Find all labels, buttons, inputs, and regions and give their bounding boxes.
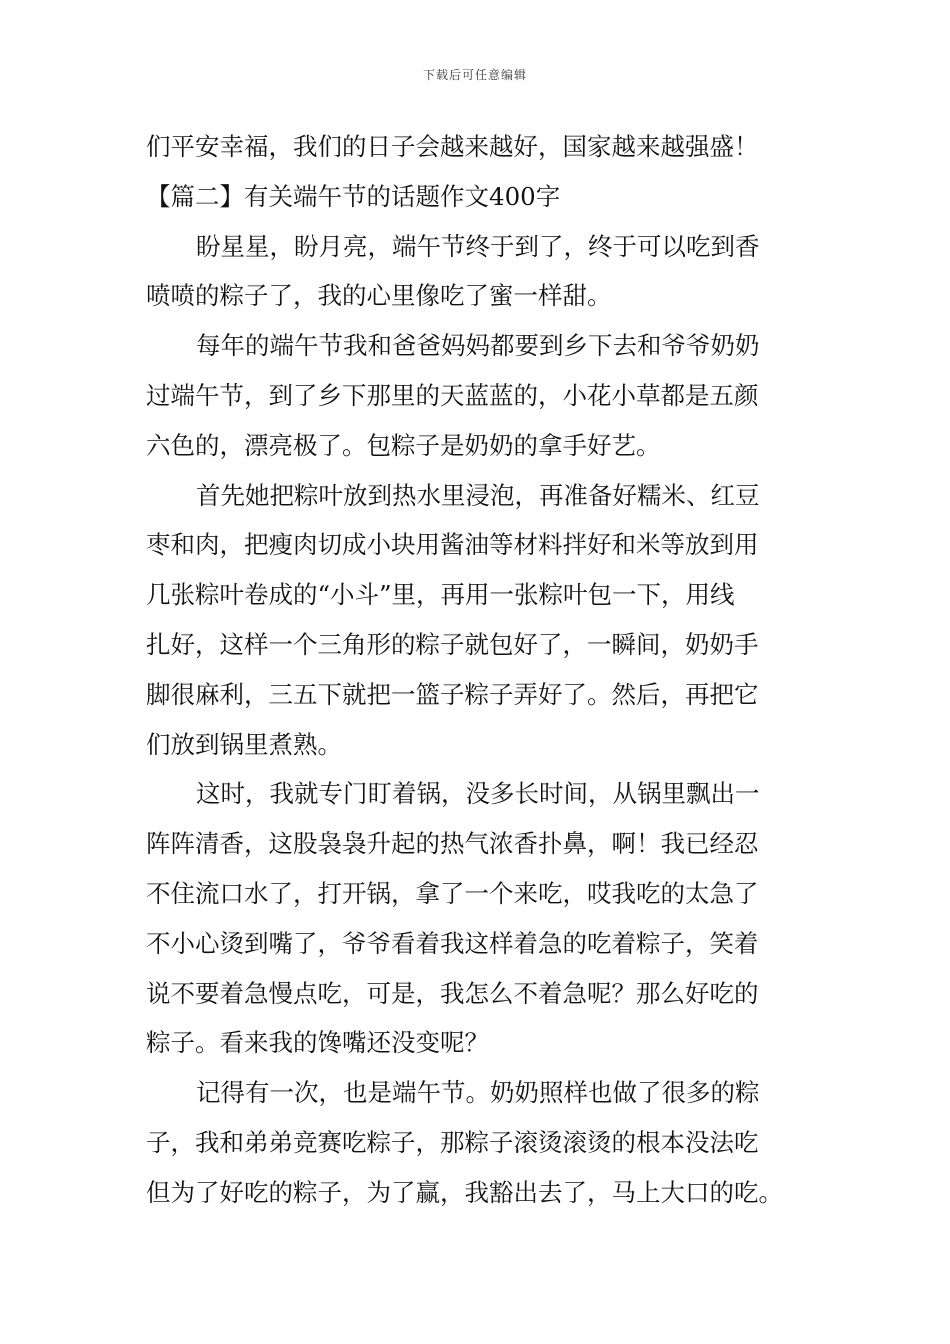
text-line: 几张粽叶卷成的“小斗”里，再用一张粽叶包一下，用线	[146, 580, 735, 610]
text-line: 不住流口水了，打开锅，拿了一个来吃，哎我吃的太急了	[146, 878, 759, 908]
text-line: 记得有一次，也是端午节。奶奶照样也做了很多的粽	[196, 1078, 760, 1108]
text-line: 们放到锅里煮熟。	[146, 729, 342, 759]
text-line: 脚很麻利，三五下就把一篮子粽子弄好了。然后，再把它	[146, 679, 759, 709]
text-line: 扎好，这样一个三角形的粽子就包好了，一瞬间，奶奶手	[146, 629, 759, 659]
text-line: 不小心烫到嘴了，爷爷看着我这样着急的吃着粽子，笑着	[146, 928, 759, 958]
text-line: 过端午节，到了乡下那里的天蓝蓝的，小花小草都是五颜	[146, 380, 759, 410]
document-body	[146, 122, 808, 1218]
text-line: 喷喷的粽子了，我的心里像吃了蜜一样甜。	[146, 281, 612, 311]
text-line: 枣和肉，把瘦肉切成小块用酱油等材料拌好和米等放到用	[146, 530, 759, 560]
text-line: 阵阵清香，这股袅袅升起的热气浓香扑鼻，啊！我已经忍	[146, 829, 759, 859]
text-line: 粽子。看来我的馋嘴还没变呢？	[146, 1028, 489, 1058]
text-line: 盼星星，盼月亮，端午节终于到了，终于可以吃到香	[196, 231, 760, 261]
text-line: 说不要着急慢点吃，可是，我怎么不着急呢？那么好吃的	[146, 978, 759, 1008]
text-line: 每年的端午节我和爸爸妈妈都要到乡下去和爷爷奶奶	[196, 331, 760, 361]
text-line: 六色的，漂亮极了。包粽子是奶奶的拿手好艺。	[146, 430, 661, 460]
text-line: 【篇二】有关端午节的话题作文400字	[146, 181, 561, 211]
text-line: 首先她把粽叶放到热水里浸泡，再准备好糯米、红豆	[196, 480, 760, 510]
page-header: 下载后可任意编辑	[422, 68, 527, 82]
text-line: 子，我和弟弟竞赛吃粽子，那粽子滚烫滚烫的根本没法吃	[146, 1127, 759, 1157]
text-line: 但为了好吃的粽子，为了赢，我豁出去了，马上大口的吃。	[146, 1177, 783, 1207]
text-line: 这时，我就专门盯着锅，没多长时间，从锅里飘出一	[196, 779, 760, 809]
text-line: 们平安幸福，我们的日子会越来越好，国家越来越强盛！	[146, 132, 759, 161]
